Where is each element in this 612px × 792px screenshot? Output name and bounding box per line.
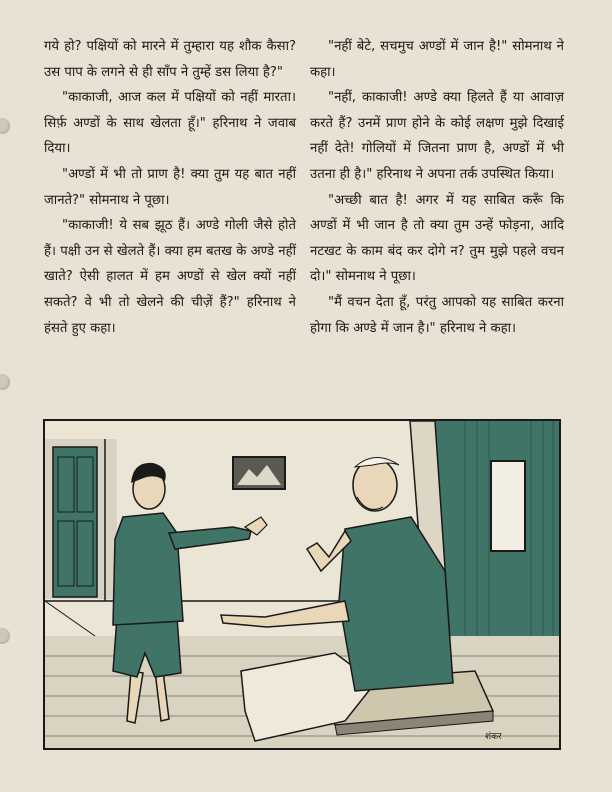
paragraph: "नहीं बेटे, सचमुच अण्डों में जान है!" सोमनाथ ने कहा। <box>310 39 564 80</box>
paragraph: "अण्डों में भी तो प्राण है! क्या तुम यह बात नहीं जानते?" सोमनाथ ने पूछा। <box>44 166 296 208</box>
paragraph: "काकाजी, आज कल में पक्षियों को नहीं मारता। सिर्फ़ अण्डों के साथ खेलता हूँ।" हरिनाथ ने जवाब दिया। <box>44 90 296 157</box>
paragraph: "अच्छी बात है! अगर में यह साबित करूँ कि अण्डों में भी जान है तो क्या तुम उन्हें फोड़ना, आदि नटखट के काम बंद कर दोगे न? तुम मुझे पहले वचन दो।" सोमनाथ ने पूछा। <box>310 192 564 285</box>
text-column-left <box>44 34 296 341</box>
window <box>491 461 525 551</box>
paragraph: गये हो? पक्षियों को मारने में तुम्हारा यह शौक कैसा? उस पाप के लगने से ही साँप ने तुम्हें डस लिया है?" <box>44 39 296 80</box>
artist-signature: शंकर <box>485 732 502 742</box>
paragraph: "नहीं, काकाजी! अण्डे क्या हिलते हैं या आवाज़ करते हैं? उनमें प्राण होने के कोई लक्षण मुझे दिखाई नहीं देते! गोलियों में जितना प्राण है, अण्डों में भी उतना ही है।" हरिनाथ ने अपना तर्क उपस्थित किया। <box>310 90 564 182</box>
paragraph: "काकाजी! ये सब झूठ हैं। अण्डे गोली जैसे होते हैं। पक्षी उन से खेलते हैं। क्या हम बतख के अण्डे नहीं खाते? ऐसी हालत में हम अण्डों से खेल क्यों नहीं सकते? वे भी तो खेलने की चीज़ें हैं?" हरिनाथ ने हंसते हुए कहा। <box>44 218 296 336</box>
story-illustration <box>43 419 561 750</box>
binder-hole <box>0 628 10 644</box>
illustration-drawing <box>45 421 559 748</box>
binder-hole <box>0 118 10 134</box>
binder-hole <box>0 374 10 390</box>
paragraph: "मैं वचन देता हूँ, परंतु आपको यह साबित करना होगा कि अण्डे में जान है।" हरिनाथ ने कहा। <box>310 294 564 336</box>
text-column-right <box>310 34 564 341</box>
door <box>53 447 97 597</box>
